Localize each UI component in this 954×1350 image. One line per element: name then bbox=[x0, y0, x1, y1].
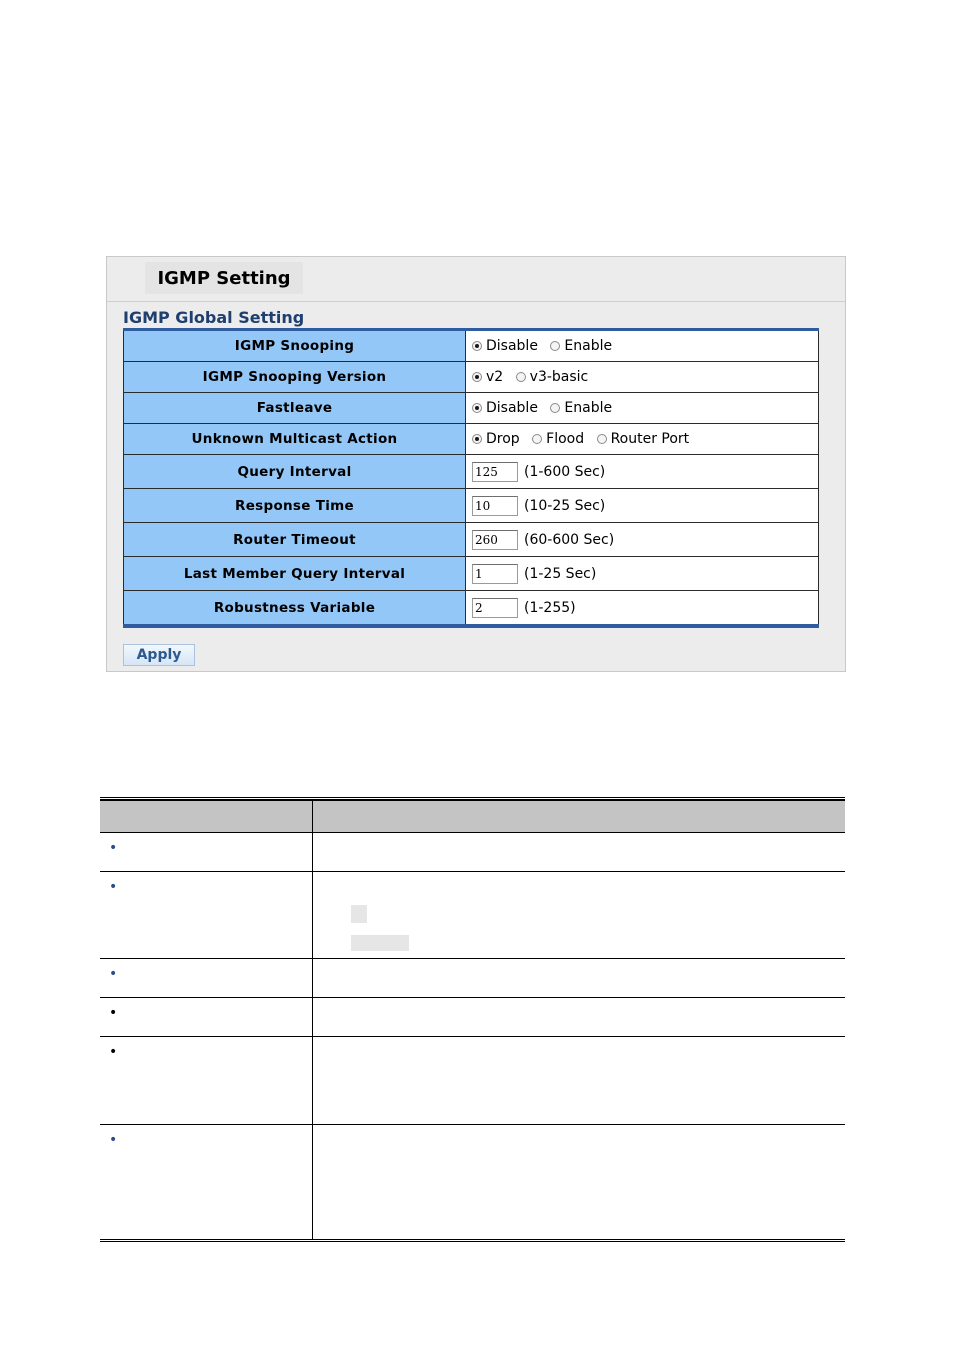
setting-value bbox=[466, 489, 819, 523]
radio-selected-icon[interactable] bbox=[472, 341, 482, 351]
highlight-mark bbox=[351, 935, 409, 951]
radio-selected-icon[interactable] bbox=[472, 403, 482, 413]
last-member-query-interval-input[interactable]: 1 bbox=[472, 564, 518, 584]
range-hint: (10-25 Sec) bbox=[524, 497, 606, 514]
description-table bbox=[100, 797, 845, 1242]
range-hint: (1-255) bbox=[524, 599, 576, 616]
radio-selected-icon[interactable] bbox=[472, 372, 482, 382]
radio-option-router-port[interactable]: Router Port bbox=[597, 431, 690, 447]
table-row bbox=[100, 1125, 845, 1239]
section-title: IGMP Global Setting bbox=[123, 308, 305, 327]
bullet-icon: • bbox=[109, 1005, 118, 1021]
setting-label: Query Interval bbox=[124, 455, 466, 489]
setting-value bbox=[466, 330, 819, 362]
bullet-icon: • bbox=[109, 840, 118, 856]
radio-unselected-icon[interactable] bbox=[550, 403, 560, 413]
setting-row-unknown-multicast-action bbox=[124, 424, 819, 455]
radio-option-enable[interactable]: Enable bbox=[550, 338, 612, 354]
bullet-icon: • bbox=[109, 1044, 118, 1060]
highlight-mark bbox=[351, 905, 367, 923]
setting-row-fastleave bbox=[124, 393, 819, 424]
bullet-icon: • bbox=[109, 879, 118, 895]
setting-label: Unknown Multicast Action bbox=[124, 424, 466, 455]
radio-unselected-icon[interactable] bbox=[516, 372, 526, 382]
table-row bbox=[100, 833, 845, 872]
page-title: IGMP Setting bbox=[157, 267, 291, 289]
panel-title-bar bbox=[107, 257, 845, 302]
setting-label: Fastleave bbox=[124, 393, 466, 424]
bullet-icon: • bbox=[109, 1132, 118, 1148]
header-cell-object bbox=[100, 801, 313, 832]
setting-row-query-interval bbox=[124, 455, 819, 489]
router-timeout-input[interactable]: 260 bbox=[472, 530, 518, 550]
setting-value bbox=[466, 362, 819, 393]
radio-option-v2[interactable]: v2 bbox=[472, 369, 503, 385]
bullet-icon: • bbox=[109, 966, 118, 982]
igmp-setting-panel bbox=[106, 256, 846, 672]
radio-option-v3-basic[interactable]: v3-basic bbox=[516, 369, 589, 385]
setting-row-last-member-query-interval bbox=[124, 557, 819, 591]
setting-row-robustness-variable bbox=[124, 591, 819, 627]
setting-value bbox=[466, 557, 819, 591]
setting-label: Last Member Query Interval bbox=[124, 557, 466, 591]
setting-label: Router Timeout bbox=[124, 523, 466, 557]
radio-option-drop[interactable]: Drop bbox=[472, 431, 520, 447]
setting-label: Response Time bbox=[124, 489, 466, 523]
setting-value bbox=[466, 455, 819, 489]
table-row bbox=[100, 959, 845, 998]
table-row bbox=[100, 998, 845, 1037]
setting-label: IGMP Snooping bbox=[124, 330, 466, 362]
setting-label: IGMP Snooping Version bbox=[124, 362, 466, 393]
panel-title-box bbox=[145, 262, 303, 294]
radio-selected-icon[interactable] bbox=[472, 434, 482, 444]
radio-option-flood[interactable]: Flood bbox=[532, 431, 584, 447]
setting-value bbox=[466, 424, 819, 455]
radio-unselected-icon[interactable] bbox=[550, 341, 560, 351]
setting-value bbox=[466, 523, 819, 557]
setting-value bbox=[466, 591, 819, 627]
setting-value bbox=[466, 393, 819, 424]
table-header-row bbox=[100, 800, 845, 833]
radio-unselected-icon[interactable] bbox=[532, 434, 542, 444]
response-time-input[interactable]: 10 bbox=[472, 496, 518, 516]
range-hint: (1-600 Sec) bbox=[524, 463, 606, 480]
setting-row-igmp-snooping bbox=[124, 330, 819, 362]
table-bottom-rule bbox=[100, 1239, 845, 1242]
range-hint: (60-600 Sec) bbox=[524, 531, 615, 548]
table-row bbox=[100, 872, 845, 959]
range-hint: (1-25 Sec) bbox=[524, 565, 597, 582]
robustness-variable-input[interactable]: 2 bbox=[472, 598, 518, 618]
apply-button[interactable]: Apply bbox=[123, 644, 195, 666]
table-row bbox=[100, 1037, 845, 1125]
radio-option-disable[interactable]: Disable bbox=[472, 338, 538, 354]
setting-row-router-timeout bbox=[124, 523, 819, 557]
igmp-global-setting-table bbox=[123, 328, 819, 628]
radio-option-enable[interactable]: Enable bbox=[550, 400, 612, 416]
setting-label: Robustness Variable bbox=[124, 591, 466, 627]
radio-unselected-icon[interactable] bbox=[597, 434, 607, 444]
setting-row-igmp-snooping-version bbox=[124, 362, 819, 393]
setting-row-response-time bbox=[124, 489, 819, 523]
query-interval-input[interactable]: 125 bbox=[472, 462, 518, 482]
radio-option-disable[interactable]: Disable bbox=[472, 400, 538, 416]
